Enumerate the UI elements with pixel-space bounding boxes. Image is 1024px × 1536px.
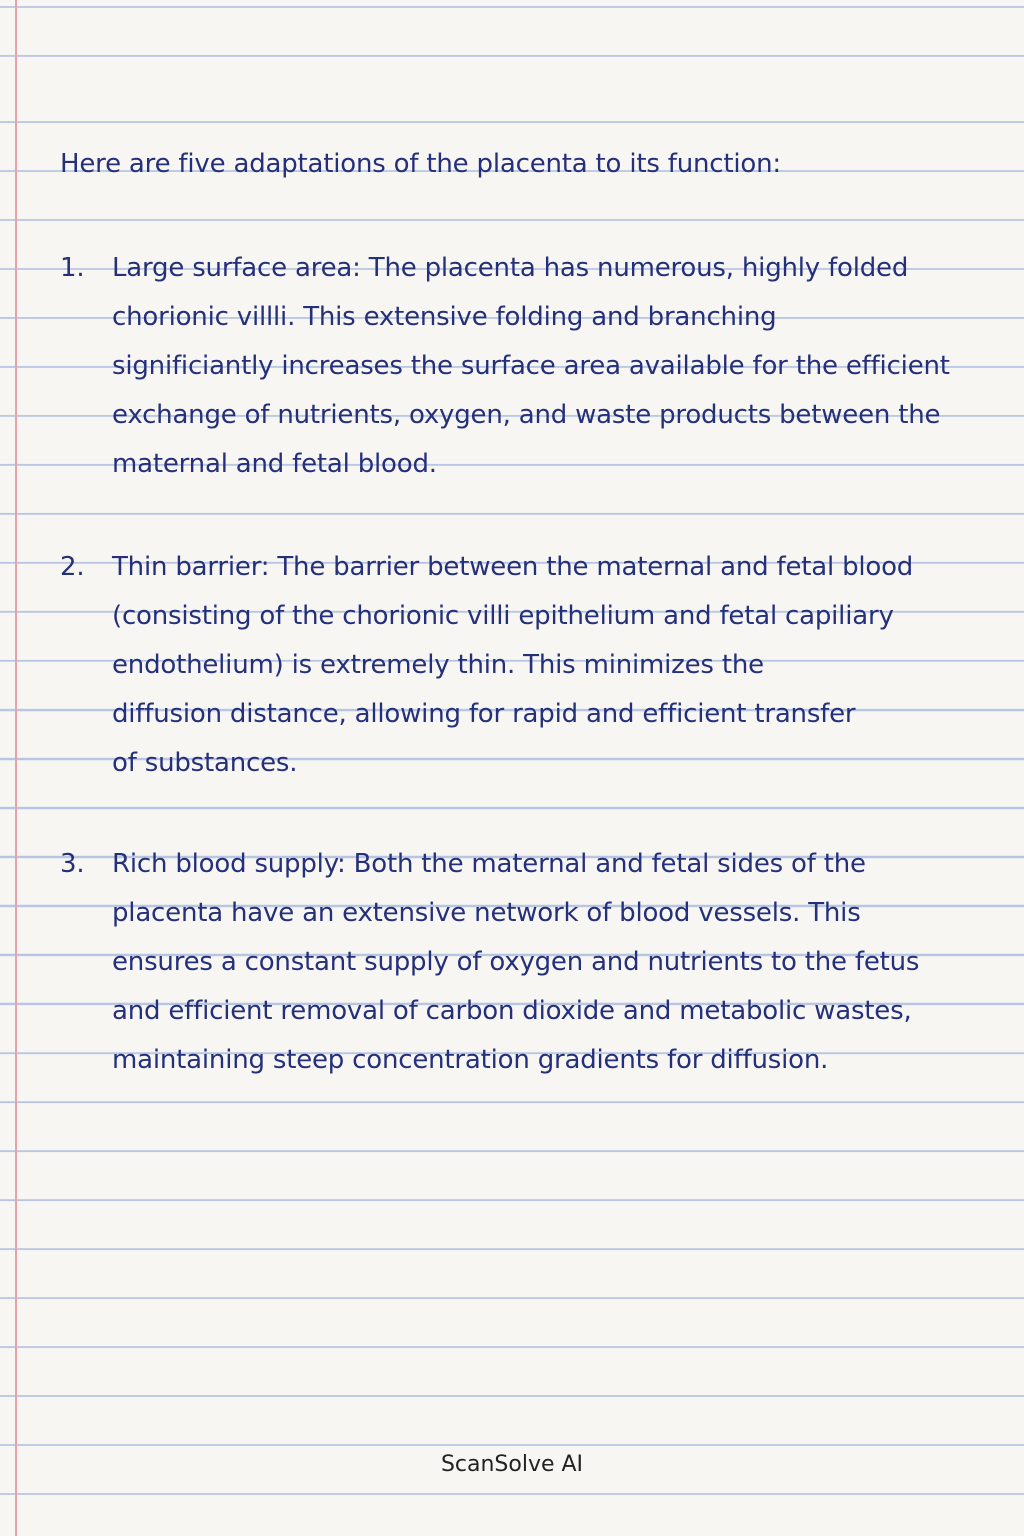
item-line: of substances. <box>112 748 298 778</box>
item-text <box>112 840 980 1085</box>
item-line: Rich blood supply: Both the maternal and fetal sides of the <box>112 849 866 879</box>
footer-brand: ScanSolve AI <box>440 1452 584 1477</box>
item-line: and efficient removal of carbon dioxide and metabolic wastes, <box>112 996 912 1026</box>
item-line: significiantly increases the surface area available for the efficient <box>112 351 950 381</box>
item-number: 3. <box>60 849 85 879</box>
item-number: 2. <box>60 552 85 582</box>
intro-text: Here are five adaptations of the placenta to its function: <box>60 149 781 179</box>
item-line: exchange of nutrients, oxygen, and waste products between the <box>112 400 941 430</box>
item-text <box>112 543 980 788</box>
item-line: chorionic villli. This extensive folding and branching <box>112 302 777 332</box>
item-line: Large surface area: The placenta has numerous, highly folded <box>112 253 909 283</box>
list-item <box>60 840 980 1085</box>
item-line: maintaining steep concentration gradients for diffusion. <box>112 1045 829 1075</box>
item-line: diffusion distance, allowing for rapid and efficient transfer <box>112 699 856 729</box>
item-line: Thin barrier: The barrier between the maternal and fetal blood <box>112 552 914 582</box>
item-line: placenta have an extensive network of blood vessels. This <box>112 898 861 928</box>
list-item <box>60 244 980 489</box>
list-item <box>60 543 980 788</box>
item-line: ensures a constant supply of oxygen and nutrients to the fetus <box>112 947 920 977</box>
item-line: endothelium) is extremely thin. This minimizes the <box>112 650 764 680</box>
item-number: 1. <box>60 253 85 283</box>
margin-line <box>15 0 17 1536</box>
item-line: (consisting of the chorionic villi epithelium and fetal capiliary <box>112 601 894 631</box>
item-line: maternal and fetal blood. <box>112 449 437 479</box>
item-text <box>112 244 980 489</box>
